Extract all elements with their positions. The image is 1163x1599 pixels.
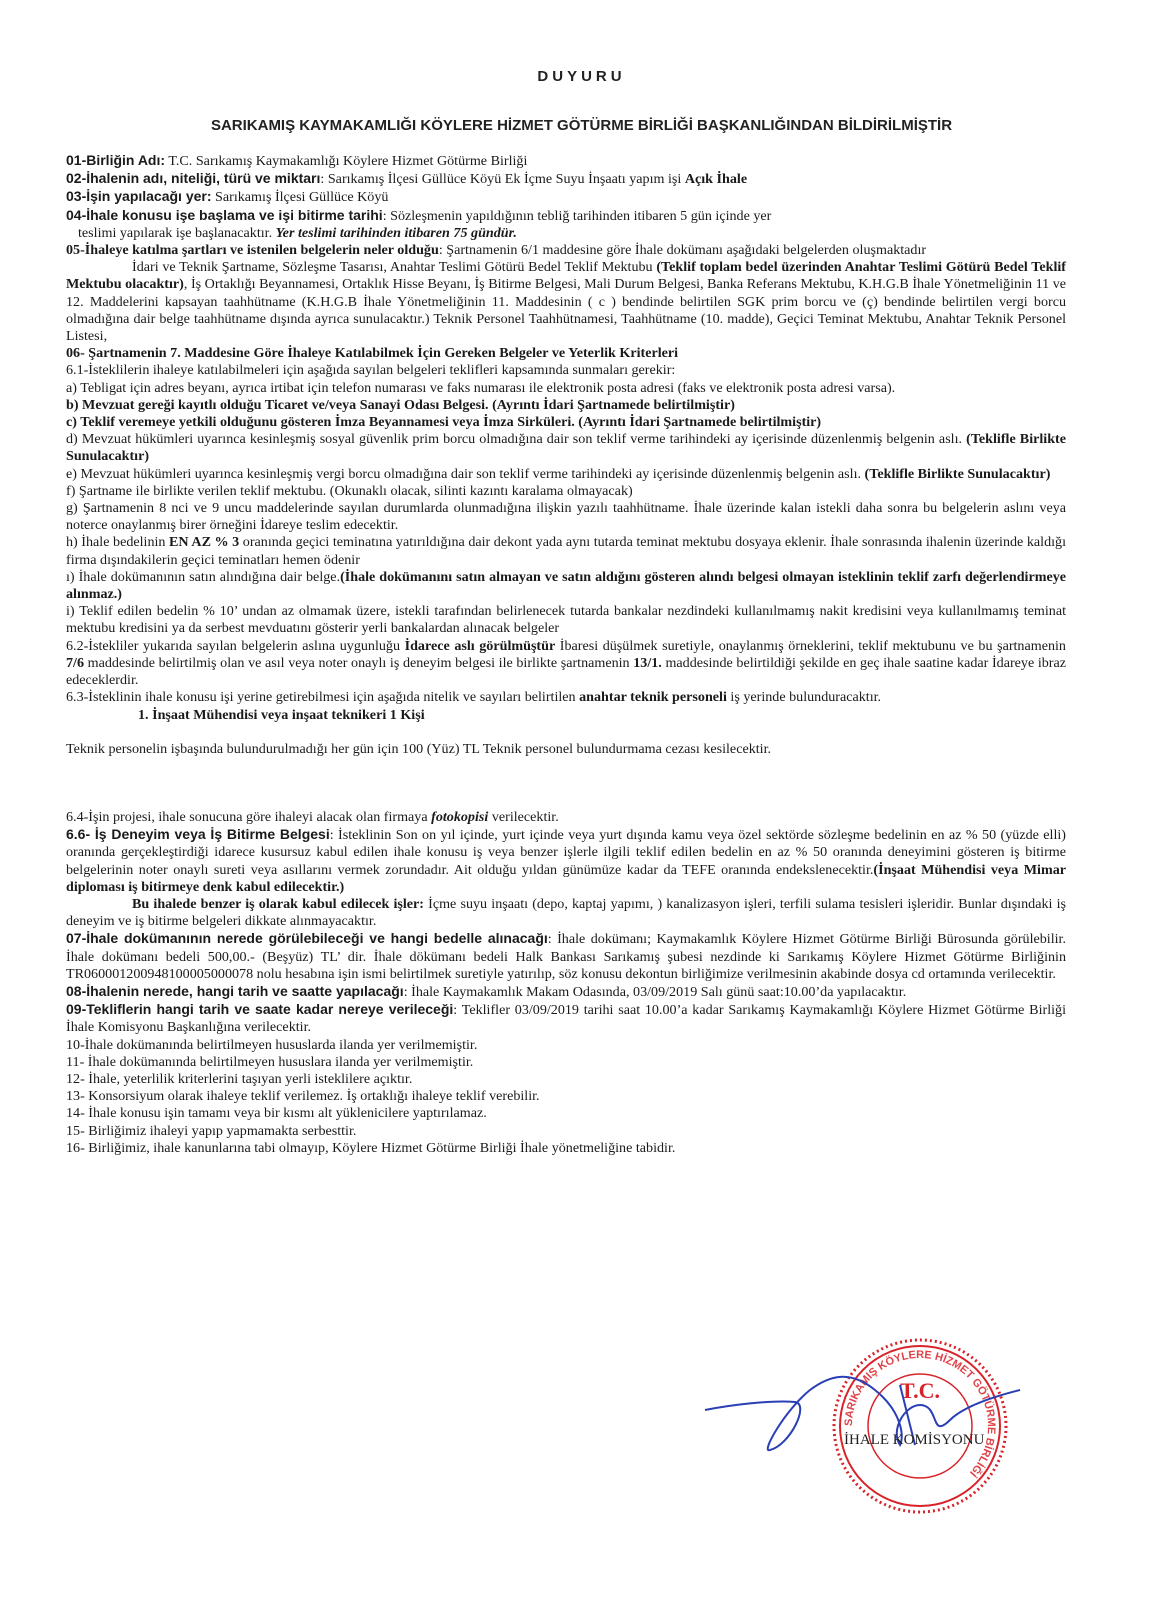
item-a: a) Tebligat için adres beyanı, ayrıca irtibat için telefon numarası ve faks numarası ile elektronik posta adresi (faks ve elektronik posta adresi varsa). xyxy=(66,379,896,396)
item-08: 08-İhalenin nerede, hangi tarih ve saatte yapılacağı: İhale Kaymakamlık Makam Odasında, 03/09/2019 Salı günü saat:10.00’da yapılacaktır. xyxy=(66,982,907,1000)
item-06: 06- Şartnamenin 7. Maddesine Göre İhaleye Katılabilmek İçin Gereken Belgeler ve Yeterlik Kriterleri xyxy=(66,345,679,362)
item-12: 12- İhale, yeterlilik kriterlerini taşıyan yerli isteklilere açıktır. xyxy=(66,1070,413,1087)
item-g: g) Şartnamenin 8 nci ve 9 uncu maddelerinde sayılan durumlarda olunmadığına ilişkin yazılı taahhütname. İhale üzerinde kalan istekli daha sonra bu belgelerin aslını veya noterce onaylanmış birer örneğini İdareye teslim edecektir. xyxy=(66,500,1066,534)
stamp-top-text: T.C. xyxy=(900,1378,940,1403)
commission-label: İHALE KOMİSYONU xyxy=(844,1432,985,1448)
item-09: 09-Tekliflerin hangi tarih ve saate kadar nereye verileceği: Teklifler 03/09/2019 tarihi saat 10.00’a kadar Sarıkamış Kaymakamlığı Köylere Hizmet Götürme Birliği İhale Komisyonu Başkanlığına verilecektir. xyxy=(66,1001,1066,1036)
document-title: DUYURU xyxy=(537,68,626,85)
item-05-docs: İdari ve Teknik Şartname, Sözleşme Tasarısı, Anahtar Teslimi Götürü Bedel Teklif Mektubu (Teklif toplam bedel üzerinden Anahtar Teslimi Götürü Bedel Teklif Mektubu olacaktır), İş Ortaklığı Beyannamesi, Ortaklık Hisse Beyanı, İş Bitirme Belgesi, Mali Durum Belgesi, Banka Referans Mektubu, K.H.G.B İhale Yönetmeliğinin 11 ve 12. Maddelerini kapsayan taahhütname (K.H.G.B İhale Yönetmeliğinin 11. Maddesinin ( c ) bendinde belirtilen SGK prim borcu ve (ç) bendinde belirtilen vergi borcu olmadığına dair belge taahhütname dışında ayrıca sunulacaktır.) Teknik Personel Taahhütnamesi, Taahhütname (10. madde), Geçici Teminat Mektubu, Anahtar Teknik Personel Listesi, xyxy=(66,259,1066,345)
item-h: h) İhale bedelinin EN AZ % 3 oranında geçici teminatına yatırıldığına dair dekont yada aynı tutarda teminat mektubu dosyaya eklenir. İhale sonrasında ihalenin üzerinde kaldığı firma dışındakilerin geçici teminatları hemen ödenir xyxy=(66,534,1066,568)
item-11: 11- İhale dokümanında belirtilmeyen hususlara ilanda yer verilmemiştir. xyxy=(66,1053,474,1070)
item-c: c) Teklif veremeye yetkili olduğunu gösteren İmza Beyannamesi veya İmza Sirküleri. (Ayrıntı İdari Şartnamede belirtilmiştir) xyxy=(66,414,822,431)
item-i-dotless: ı) İhale dokümanının satın alındığına dair belge.(İhale dokümanını satın almayan ve satın aldığını gösteren alındı belgesi olmayan isteklinin teklif zarfı değerlendirmeye alınmaz.) xyxy=(66,568,1066,603)
item-01: 01-Birliğin Adı: T.C. Sarıkamış Kaymakamlığı Köylere Hizmet Götürme Birliği xyxy=(66,152,528,169)
document-subtitle: SARIKAMIŞ KAYMAKAMLIĞI KÖYLERE HİZMET GÖTÜRME BİRLİĞİ BAŞKANLIĞINDAN BİLDİRİLMİŞTİR xyxy=(210,117,953,134)
personnel-line: 1. İnşaat Mühendisi veya inşaat teknikeri 1 Kişi xyxy=(138,706,425,723)
item-d: d) Mevzuat hükümleri uyarınca kesinleşmiş sosyal güvenlik prim borcu olmadığına dair son teklif verme tarihindeki ay içerisinde düzenlenmiş belgenin aslı. (Teklifle Birlikte Sunulacaktır) xyxy=(66,431,1066,465)
item-07: 07-İhale dokümanının nerede görülebileceği ve hangi bedelle alınacağı: İhale dokümanı; Kaymakamlık Köylere Hizmet Götürme Birliği Bürosunda görülebilir. İhale dokümanı bedeli 500,00.- (Beşyüz) TL’ dir. İhale dökümanı bedeli Halk Bankası Sarıkamış şubesi nezdinde ki Sarıkamış Köylere Hizmet Götürme Birliğinin TR060001200948100005000078 nolu hesabına işin ismi belirtilmek suretiyle yatırılıp, söz konusu dekontun birliğimize verilmesinin akabinde dosya cd ortamında verilecektir. xyxy=(66,930,1066,982)
stamp-ring-text: SARIKAMIŞ KÖYLERE HİZMET GÖTÜRME BİRLİĞİ xyxy=(842,1348,998,1479)
item-6-1: 6.1-İsteklilerin ihaleye katılabilmeleri için aşağıda sayılan belgeleri teklifleri kapsamında sunmaları gerekir: xyxy=(66,362,676,379)
item-02: 02-İhalenin adı, niteliği, türü ve miktarı: Sarıkamış İlçesi Güllüce Köyü Ek İçme Suyu İnşaatı yapım işi Açık İhale xyxy=(66,170,748,188)
item-f: f) Şartname ile birlikte verilen teklif mektubu. (Okunaklı olacak, silinti kazıntı karalama olmayacak) xyxy=(66,482,633,499)
penalty-line: Teknik personelin işbaşında bulundurulmadığı her gün için 100 (Yüz) TL Teknik personel bulundurmama cezası kesilecektir. xyxy=(66,740,772,757)
item-6-2: 6.2-İstekliler yukarıda sayılan belgelerin aslına uygunluğu İdarece aslı görülmüştür İbaresi düşülmek suretiyle, onaylanmış örneklerini, teklif mektubunu ve bu şartnamenin 7/6 maddesinde belirtilmiş olan ve asıl veya noter onaylı iş deneyim belgesi ile birlikte şartnamenin 13/1. maddesinde belirtildiği şekilde en geç ihale saatine kadar İdareye ibraz edeceklerdir. xyxy=(66,637,1066,689)
item-6-6: 6.6- İş Deneyim veya İş Bitirme Belgesi: İsteklinin Son on yıl içinde, yurt içinde veya yurt dışında kamu veya özel sektörde sözleşme bedelinin en az % 50 (yüzde elli) oranında gerçekleştirdiği idarece kusursuz kabul edilen ihale konusu iş veya benzer işlerle ilgili teklif edilen bedelin en az % 50 oranında deneyimini gösteren iş bitirme belgelerinin noter onaylı sureti veya asıllarını vermek zorundadır. Ait olduğu yıldan günümüze kadar da TEFE oranında endekslenecektir.(İnşaat Mühendisi veya Mimar diploması iş bitirmeye denk kabul edilecektir.) xyxy=(66,826,1066,895)
item-10: 10-İhale dokümanında belirtilmeyen hususlarda ilanda yer verilmemiştir. xyxy=(66,1036,478,1053)
item-15: 15- Birliğimiz ihaleyi yapıp yapmamakta serbesttir. xyxy=(66,1122,357,1139)
item-i: i) Teklif edilen bedelin % 10’ undan az olmamak üzere, istekli tarafından belirlenecek tutarda bankalar nezdindeki kullanılmamış nakit kredisini veya kullanılmamış teminat mektubu kredisini ya da serbest mevduatını gösterir yerli bankalardan alınacak belgeler xyxy=(66,603,1066,637)
item-05: 05-İhaleye katılma şartları ve istenilen belgelerin neler olduğu: Şartnamenin 6/1 maddesine göre İhale dokümanı aşağıdaki belgelerden oluşmaktadır xyxy=(66,242,927,259)
item-13: 13- Konsorsiyum olarak ihaleye teklif verilemez. İş ortaklığı ihaleye teklif verebilir. xyxy=(66,1088,540,1105)
item-e: e) Mevzuat hükümleri uyarınca kesinleşmiş vergi borcu olmadığına dair son teklif verme tarihindeki ay içerisinde düzenlenmiş belgenin aslı. (Teklifle Birlikte Sunulacaktır) xyxy=(66,465,1051,482)
document-body xyxy=(66,152,1066,1157)
item-14: 14- İhale konusu işin tamamı veya bir kısmı alt yüklenicilere yaptırılamaz. xyxy=(66,1105,487,1122)
item-6-4: 6.4-İşin projesi, ihale sonucuna göre ihaleyi alacak olan firmaya fotokopisi verilecektir. xyxy=(66,808,559,825)
item-16: 16- Birliğimiz, ihale kanunlarına tabi olmayıp, Köylere Hizmet Götürme Birliği İhale yönetmeliğine tabidir. xyxy=(66,1139,676,1156)
item-6-3: 6.3-İsteklinin ihale konusu işi yerine getirebilmesi için aşağıda nitelik ve sayıları belirtilen anahtar teknik personeli iş yerinde bulunduracaktır. xyxy=(66,689,882,706)
item-b: b) Mevzuat gereği kayıtlı olduğu Ticaret ve/veya Sanayi Odası Belgesi. (Ayrıntı İdari Şartnamede belirtilmiştir) xyxy=(66,396,735,413)
similar-works: Bu ihalede benzer iş olarak kabul edilecek işler: İçme suyu inşaatı (depo, kaptaj yapımı, ) kanalizasyon işleri, terfili sulama tesisleri işleridir. Bunlar dışındaki iş deneyim ve iş bitirme belgeleri dikkate alınmayacaktır. xyxy=(66,895,1066,930)
item-04-cont: teslimi yapılarak işe başlanacaktır. Yer teslimi tarihinden itibaren 75 gündür. xyxy=(78,224,517,241)
item-04: 04-İhale konusu işe başlama ve işi bitirme tarihi: Sözleşmenin yapıldığının tebliğ tarihinden itibaren 5 gün içinde yer xyxy=(66,206,772,224)
item-03: 03-İşin yapılacağı yer: Sarıkamış İlçesi Güllüce Köyü xyxy=(66,188,389,206)
